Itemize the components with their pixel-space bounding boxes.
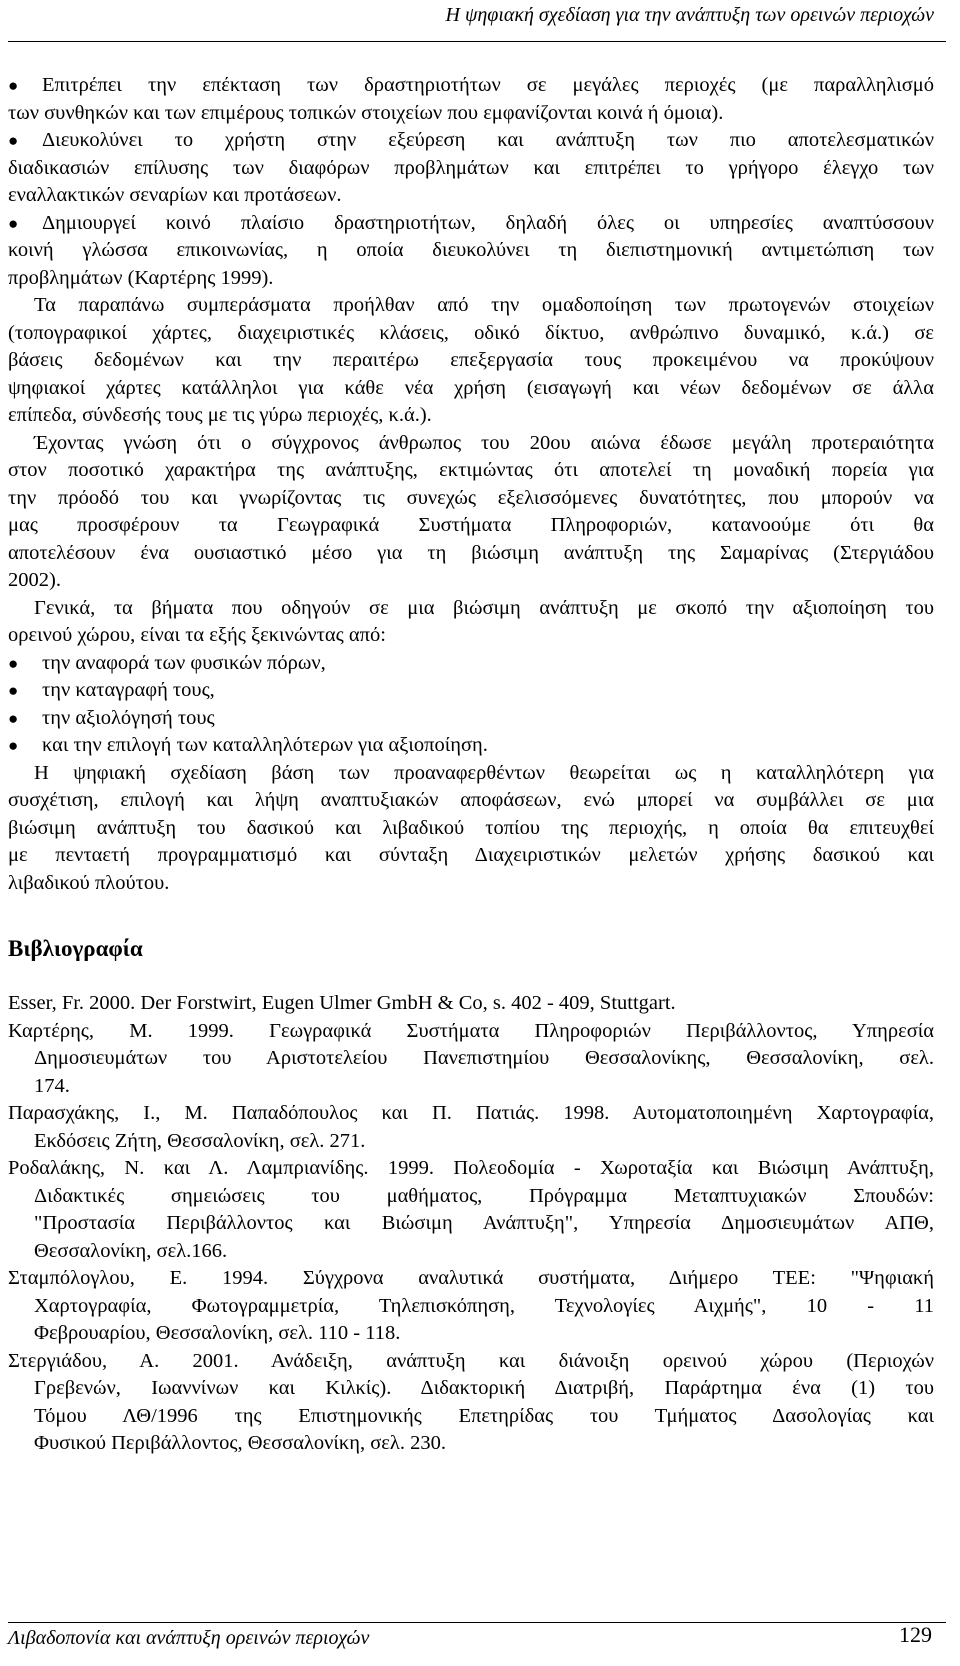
text-line: Δημοσιευμάτων του Αριστοτελείου Πανεπιστημίου Θεσσαλονίκης, Θεσσαλονίκη, σελ. bbox=[34, 1047, 934, 1069]
list-item-text: την αναφορά των φυσικών πόρων, bbox=[42, 651, 326, 674]
bullet-item bbox=[8, 72, 934, 100]
reference-item bbox=[8, 1155, 934, 1265]
text-line: ψηφιακοί χάρτες κατάλληλοι για κάθε νέα χρήση (εισαγωγή και νέων δεδομένων σε άλλα bbox=[8, 376, 934, 399]
text-line: επίπεδα, σύνδεσής τους με τις γύρω περιοχές, κ.ά.). bbox=[8, 404, 432, 426]
footer-journal-title: Λιβαδοπονία και ανάπτυξη ορεινών περιοχών bbox=[8, 1627, 370, 1649]
text-line: αποτελέσουν ένα ουσιαστικό μέσο για τη βιώσιμη ανάπτυξη της Σαμαρίνας (Στεργιάδου bbox=[8, 541, 934, 564]
spacer bbox=[8, 964, 934, 990]
bullet-icon: ● bbox=[8, 681, 19, 700]
list-item bbox=[8, 705, 934, 733]
list-item-text: την καταγραφή τους, bbox=[42, 679, 215, 701]
bullet-icon: ● bbox=[8, 708, 19, 728]
footer-rule bbox=[8, 1622, 946, 1623]
text-line: στον ποσοτικό χαρακτήρα της ανάπτυξης, εκτιμώντας ότι αποτελεί τη μοναδική πορεία για bbox=[8, 459, 934, 481]
text-line: Ροδαλάκης, Ν. και Λ. Λαμπριανίδης. 1999. Πολεοδομία - Χωροταξία και Βιώσιμη Ανάπτυξη, bbox=[8, 1157, 934, 1179]
text-line: εναλλακτικών σεναρίων και προτάσεων. bbox=[8, 184, 342, 206]
text-line: Διευκολύνει το χρήστη στην εξεύρεση και ανάπτυξη των πιο αποτελεσματικών bbox=[42, 129, 934, 151]
list-item bbox=[8, 732, 934, 760]
reference-item bbox=[8, 1265, 934, 1348]
running-header: Η ψηφιακή σχεδίαση για την ανάπτυξη των ορεινών περιοχών bbox=[445, 4, 934, 26]
text-line: Τα παραπάνω συμπεράσματα προήλθαν από την ομαδοποίηση των πρωτογενών στοιχείων bbox=[34, 294, 934, 316]
list-item bbox=[8, 677, 934, 705]
text-line: βάσεις δεδομένων και την περαιτέρω επεξεργασία τους προκειμένου να προκύψουν bbox=[8, 349, 934, 371]
bullet-icon: ● bbox=[8, 76, 19, 95]
text-line: Φυσικού Περιβάλλοντος, Θεσσαλονίκη, σελ. 230. bbox=[34, 1432, 446, 1454]
text-line: κοινή γλώσσα επικοινωνίας, η οποία διευκολύνει τη διεπιστημονική αντιμετώπιση των bbox=[8, 239, 934, 261]
body-content bbox=[8, 72, 934, 1458]
text-line: των συνθηκών και των επιμέρους τοπικών στοιχείων που εμφανίζονται κοινά ή όμοια). bbox=[8, 101, 724, 124]
text-line: Γρεβενών, Ιωαννίνων και Κιλκίς). Διδακτορική Διατριβή, Παράρτημα ένα (1) του bbox=[34, 1377, 934, 1399]
text-line: Φεβρουαρίου, Θεσσαλονίκη, σελ. 110 - 118. bbox=[34, 1322, 401, 1344]
text-line: την πρόοδό του και γνωρίζοντας τις συνεχώς εξελισσόμενες δυνατότητες, που μπορούν να bbox=[8, 486, 934, 509]
text-line: διαδικασιών επίλυσης των διαφόρων προβλημάτων και επιτρέπει το γρήγορο έλεγχο των bbox=[8, 156, 934, 179]
bullet-icon: ● bbox=[8, 213, 19, 233]
header-rule bbox=[8, 41, 946, 42]
paragraph bbox=[8, 430, 934, 595]
text-line: Καρτέρης, Μ. 1999. Γεωγραφικά Συστήματα Πληροφοριών Περιβάλλοντος, Υπηρεσία bbox=[8, 1019, 934, 1042]
bullet-item bbox=[8, 210, 934, 238]
text-line: Τόμου ΛΘ/1996 της Επιστημονικής Επετηρίδας του Τμήματος Δασολογίας και bbox=[34, 1404, 934, 1427]
text-line: "Προστασία Περιβάλλοντος και Βιώσιμη Ανάπτυξη", Υπηρεσία Δημοσιευμάτων ΑΠΘ, bbox=[34, 1212, 934, 1234]
text-line: Θεσσαλονίκη, σελ.166. bbox=[34, 1239, 228, 1262]
reference-item bbox=[8, 990, 934, 1018]
paragraph bbox=[8, 595, 934, 650]
text-line: (τοπογραφικοί χάρτες, διαχειριστικές κλάσεις, οδικό δίκτυο, ανθρώπινο δυναμικό, κ.ά.) σε bbox=[8, 321, 934, 344]
reference-item bbox=[8, 1348, 934, 1458]
text-line: Δημιουργεί κοινό πλαίσιο δραστηριοτήτων, δηλαδή όλες οι υπηρεσίες αναπτύσσουν bbox=[42, 211, 934, 234]
text-line: με πενταετή προγραμματισμό και σύνταξη Διαχειριστικών μελετών χρήσης δασικού και bbox=[8, 844, 934, 866]
reference-item bbox=[8, 1100, 934, 1155]
text-line: Εκδόσεις Ζήτη, Θεσσαλονίκη, σελ. 271. bbox=[34, 1129, 366, 1152]
text-line: Η ψηφιακή σχεδίαση βάση των προαναφερθέντων θεωρείται ως η καταλληλότερη για bbox=[34, 761, 934, 784]
text-line: μας προσφέρουν τα Γεωγραφικά Συστήματα Πληροφοριών, κατανοούμε ότι θα bbox=[8, 514, 934, 536]
text-line: Επιτρέπει την επέκταση των δραστηριοτήτων σε μεγάλες περιοχές (με παραλληλισμό bbox=[42, 74, 934, 96]
text-line: Γενικά, τα βήματα που οδηγούν σε μια βιώσιμη ανάπτυξη με σκοπό την αξιοποίηση του bbox=[34, 596, 934, 619]
text-line: Έχοντας γνώση ότι ο σύγχρονος άνθρωπος του 20ου αιώνα έδωσε μεγάλη προτεραιότητα bbox=[34, 431, 934, 454]
list-item-text: την αξιολόγησή τους bbox=[42, 706, 215, 729]
bullet-icon: ● bbox=[8, 653, 19, 673]
text-line: προβλημάτων (Καρτέρης 1999). bbox=[8, 266, 274, 289]
text-line: 174. bbox=[34, 1074, 70, 1097]
reference-list bbox=[8, 990, 934, 1458]
text-line: βιώσιμη ανάπτυξη του δασικού και λιβαδικού τοπίου της περιοχής, η οποία θα επιτευχθεί bbox=[8, 816, 934, 839]
text-line: Διδακτικές σημειώσεις του μαθήματος, Πρόγραμμα Μεταπτυχιακών Σπουδών: bbox=[34, 1184, 934, 1207]
bullet-icon: ● bbox=[8, 131, 19, 150]
text-line: Σταμπόλογλου, Ε. 1994. Σύγχρονα αναλυτικά συστήματα, Διήμερο ΤΕΕ: "Ψηφιακή bbox=[8, 1267, 934, 1289]
text-line: Esser, Fr. 2000. Der Forstwirt, Eugen Ulmer GmbH & Co, s. 402 - 409, Stuttgart. bbox=[8, 992, 676, 1014]
text-line: Παρασχάκης, Ι., Μ. Παπαδόπουλος και Π. Πατιάς. 1998. Αυτοματοποιημένη Χαρτογραφία, bbox=[8, 1102, 934, 1124]
text-line: 2002). bbox=[8, 569, 61, 591]
page-number: 129 bbox=[899, 1622, 932, 1647]
bullet-icon: ● bbox=[8, 736, 19, 755]
text-line: ορεινού χώρου, είναι τα εξής ξεκινώντας από: bbox=[8, 624, 386, 646]
bibliography-heading: Βιβλιογραφία bbox=[8, 936, 143, 961]
steps-list bbox=[8, 650, 934, 760]
text-line: συσχέτιση, επιλογή και λήψη αναπτυξιακών αποφάσεων, ενώ μπορεί να συμβάλλει σε μια bbox=[8, 789, 934, 811]
text-line: Χαρτογραφία, Φωτογραμμετρία, Τηλεπισκόπηση, Τεχνολογίες Αιχμής", 10 - 11 bbox=[34, 1294, 934, 1317]
list-item bbox=[8, 650, 934, 678]
text-line: Στεργιάδου, Α. 2001. Ανάδειξη, ανάπτυξη και διάνοιξη ορεινού χώρου (Περιοχών bbox=[8, 1349, 934, 1372]
paragraph bbox=[8, 760, 934, 898]
spacer bbox=[8, 897, 934, 934]
list-item-text: και την επιλογή των καταλληλότερων για αξιοποίηση. bbox=[42, 734, 488, 756]
text-line: λιβαδικού πλούτου. bbox=[8, 871, 170, 894]
bullet-item bbox=[8, 127, 934, 155]
paragraph bbox=[8, 292, 934, 430]
reference-item bbox=[8, 1018, 934, 1101]
